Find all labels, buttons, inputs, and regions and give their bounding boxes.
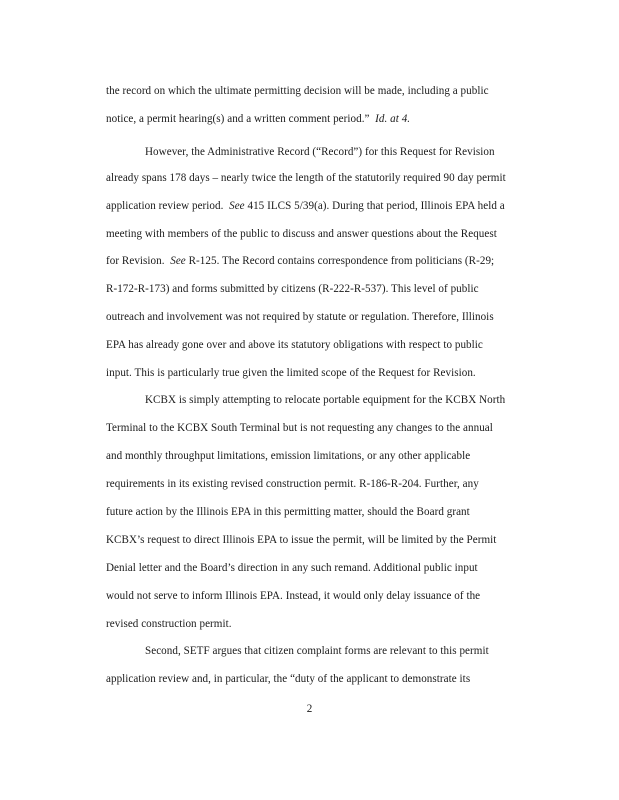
text-line-18: Denial letter and the Board’s direction in any such remand. Additional public input (106, 562, 478, 574)
text-line-12: KCBX is simply attempting to relocate portable equipment for the KCBX North (145, 394, 506, 406)
text-line-2-body: notice, a permit hearing(s) and a written comment period.” (106, 113, 370, 125)
citation-see-1: See (229, 200, 245, 212)
citation-see-2: See (170, 255, 186, 267)
text-line-15: requirements in its existing revised construction permit. R-186-R-204. Further, any (106, 478, 479, 490)
text-line-9: outreach and involvement was not required by statute or regulation. Therefore, Illinois (106, 311, 494, 323)
text-line-22: application review and, in particular, the “duty of the applicant to demonstrate its (106, 673, 471, 685)
text-line-2 (106, 112, 546, 126)
text-line-7-body: for Revision. (106, 255, 165, 267)
text-line-6: meeting with members of the public to discuss and answer questions about the Request (106, 228, 497, 240)
text-line-4: already spans 178 days – nearly twice the length of the statutorily required 90 day permit (106, 172, 506, 184)
text-line-5-tail: 415 ILCS 5/39(a). During that period, Illinois EPA held a (247, 200, 505, 212)
text-line-13: Terminal to the KCBX South Terminal but is not requesting any changes to the annual (106, 422, 493, 434)
text-line-10: EPA has already gone over and above its statutory obligations with respect to public (106, 339, 483, 351)
citation-id: Id. at 4. (375, 113, 411, 125)
text-line-21: Second, SETF argues that citizen complaint forms are relevant to this permit (145, 645, 489, 657)
text-line-17: KCBX’s request to direct Illinois EPA to issue the permit, will be limited by the Permit (106, 534, 497, 546)
text-line-5-body: application review period. (106, 200, 224, 212)
text-line-7 (106, 254, 546, 268)
text-line-8: R-172-R-173) and forms submitted by citizens (R-222-R-537). This level of public (106, 283, 479, 295)
text-line-7-tail: R-125. The Record contains correspondence from politicians (R-29; (188, 255, 495, 267)
text-line-1: the record on which the ultimate permitting decision will be made, including a public (106, 85, 489, 97)
page-number: 2 (306, 703, 313, 715)
text-line-11: input. This is particularly true given the limited scope of the Request for Revision. (106, 367, 476, 379)
text-line-20: revised construction permit. (106, 618, 232, 630)
text-line-3: However, the Administrative Record (“Record”) for this Request for Revision (145, 146, 495, 158)
text-line-14: and monthly throughput limitations, emission limitations, or any other applicable (106, 450, 471, 462)
text-line-16: future action by the Illinois EPA in this permitting matter, should the Board grant (106, 506, 470, 518)
text-line-19: would not serve to inform Illinois EPA. Instead, it would only delay issuance of the (106, 590, 481, 602)
text-line-5 (106, 199, 546, 213)
